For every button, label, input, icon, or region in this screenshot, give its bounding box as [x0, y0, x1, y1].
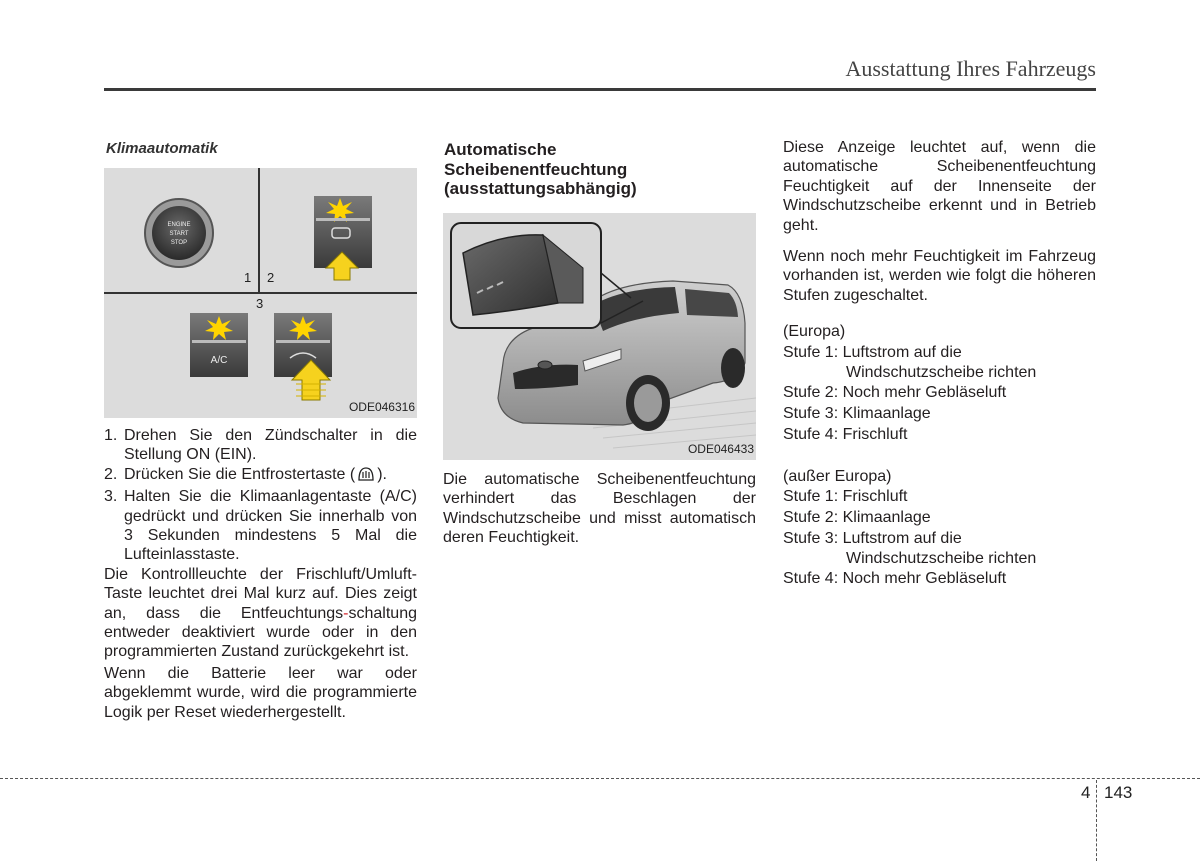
non-europe-stufe-3 [783, 528, 1096, 549]
step-2-text: Drücken Sie die Entfrostertaste ( [124, 465, 356, 483]
non-europe-stufe-1 [783, 486, 1096, 507]
hyphen-red: - [343, 604, 349, 622]
europe-stufe-4 [783, 424, 1096, 445]
non-europe-stufe-4 [783, 568, 1096, 589]
page-number: 143 [1104, 783, 1133, 802]
figure-code-left: ODE046316 [348, 400, 415, 414]
step-2-num: 2. [104, 465, 118, 483]
europe-stufe-2-value: Noch mehr Gebläseluft [842, 383, 1007, 401]
left-paragraph-2: Wenn die Batterie leer war oder abgeklemmt wurde, wird die programmierte Logik per Reset wiederhergestellt. [104, 664, 417, 721]
figure-klimaautomatik-drawing [104, 168, 417, 418]
callout-3: 3 [256, 296, 264, 311]
heading-line-1: Automatische [444, 140, 557, 159]
step-1-num: 1. [104, 427, 118, 444]
non-europe-stufe-1-key: Stufe 1: [783, 488, 843, 506]
engine-text-2: START [169, 231, 189, 237]
step-2-text-after: ). [377, 465, 387, 483]
section-heading [444, 140, 764, 199]
europe-list [783, 342, 1096, 445]
europe-stufe-4-key: Stufe 4: [783, 425, 843, 443]
right-text-block [783, 138, 1096, 589]
europe-stufe-1-cont: Windschutzscheibe richten [846, 363, 1037, 381]
europe-stufe-1-key: Stufe 1: [783, 343, 843, 361]
europe-stufe-3-value: Klimaanlage [842, 404, 931, 422]
left-paragraph-1b: schaltung entweder deaktiviert wurde oder in den programmierten Zustand zurückgekehrt ist. [104, 604, 417, 661]
callout-1: 1 [244, 270, 252, 285]
non-europe-list [783, 486, 1096, 589]
running-header-title: Ausstattung Ihres Fahrzeugs [845, 56, 1096, 81]
step-3-num: 3. [104, 488, 118, 506]
non-europe-stufe-2 [783, 507, 1096, 528]
non-europe-stufe-3-cont: Windschutzscheibe richten [846, 550, 1037, 568]
engine-text-3: STOP [170, 240, 188, 246]
europe-stufe-2-key: Stufe 2: [783, 383, 843, 401]
step-1-text: Drehen Sie den Zündschalter in die Stellung ON (EIN). [124, 427, 417, 464]
callout-2: 2 [267, 270, 275, 285]
europe-stufe-1 [783, 342, 1096, 363]
step-1 [104, 426, 417, 465]
step-3-text: Halten Sie die Klimaanlagentaste (A/C) gedrückt und drücken Sie innerhalb von 3 Sekunden mindestens 5 Mal die Lufteinlasstaste. [124, 488, 417, 564]
heading-line-3: (ausstattungsabhängig) [444, 179, 637, 199]
non-europe-stufe-2-value: Klimaanlage [842, 509, 931, 527]
figure-code-middle: ODE046433 [687, 442, 754, 456]
right-paragraph-1: Diese Anzeige leuchtet auf, wenn die automatische Scheibenentfeuchtung Feuchtigkeit auf der Innenseite der Windschutzscheibe erkennt und in Betrieb geht. [783, 139, 1096, 234]
figure-klimaautomatik [104, 168, 417, 418]
left-paragraph-1a: Die Kontrollleuchte der Frischluft/Umluft-Taste leuchtet drei Mal kurz auf. Dies zeigt an, dass die Entfeuchtungs [104, 565, 417, 622]
non-europe-stufe-4-value: Noch mehr Gebläseluft [842, 570, 1007, 588]
step-3 [104, 487, 417, 565]
non-europe-stufe-2-key: Stufe 2: [783, 509, 843, 527]
chapter-number: 4 [1081, 783, 1091, 802]
non-europe-stufe-1-value: Frischluft [842, 488, 908, 506]
right-paragraph-2: Wenn noch mehr Feuchtigkeit im Fahrzeug vorhanden ist, werden wie folgt die höheren Stufen zugeschaltet. [783, 248, 1096, 304]
non-europe-label: (außer Europa) [783, 467, 892, 485]
europe-stufe-2 [783, 382, 1096, 403]
ac-key-label: A/C [210, 355, 228, 366]
left-paragraph-1 [104, 565, 417, 662]
footer-vertical-divider [1096, 780, 1097, 861]
middle-paragraph: Die automatische Scheibenentfeuchtung verhindert das Beschlagen der Windschutzscheibe und misst automatisch deren Feuchtigkeit. [443, 471, 756, 547]
heading-line-2: Scheibenentfeuchtung [444, 159, 628, 179]
footer-dashed-rule [0, 778, 1200, 779]
europe-stufe-3 [783, 403, 1096, 424]
non-europe-stufe-3-key: Stufe 3: [783, 530, 843, 548]
defrost-icon [357, 466, 375, 487]
engine-text-1: ENGINE [167, 222, 191, 228]
subheading-klimaautomatik: Klimaautomatik [106, 140, 218, 157]
steps-list [104, 426, 417, 565]
non-europe-stufe-3-value: Luftstrom auf die [842, 530, 962, 548]
europe-stufe-1-value: Luftstrom auf die [842, 343, 962, 361]
step-2 [104, 465, 417, 487]
europe-stufe-4-value: Frischluft [842, 425, 908, 443]
header-rule [104, 88, 1096, 91]
non-europe-stufe-4-key: Stufe 4: [783, 570, 843, 588]
europe-label: (Europa) [783, 323, 846, 341]
figure-car-drawing [443, 213, 756, 460]
figure-car [443, 213, 756, 460]
left-text-block [104, 426, 417, 722]
europe-stufe-3-key: Stufe 3: [783, 404, 843, 422]
